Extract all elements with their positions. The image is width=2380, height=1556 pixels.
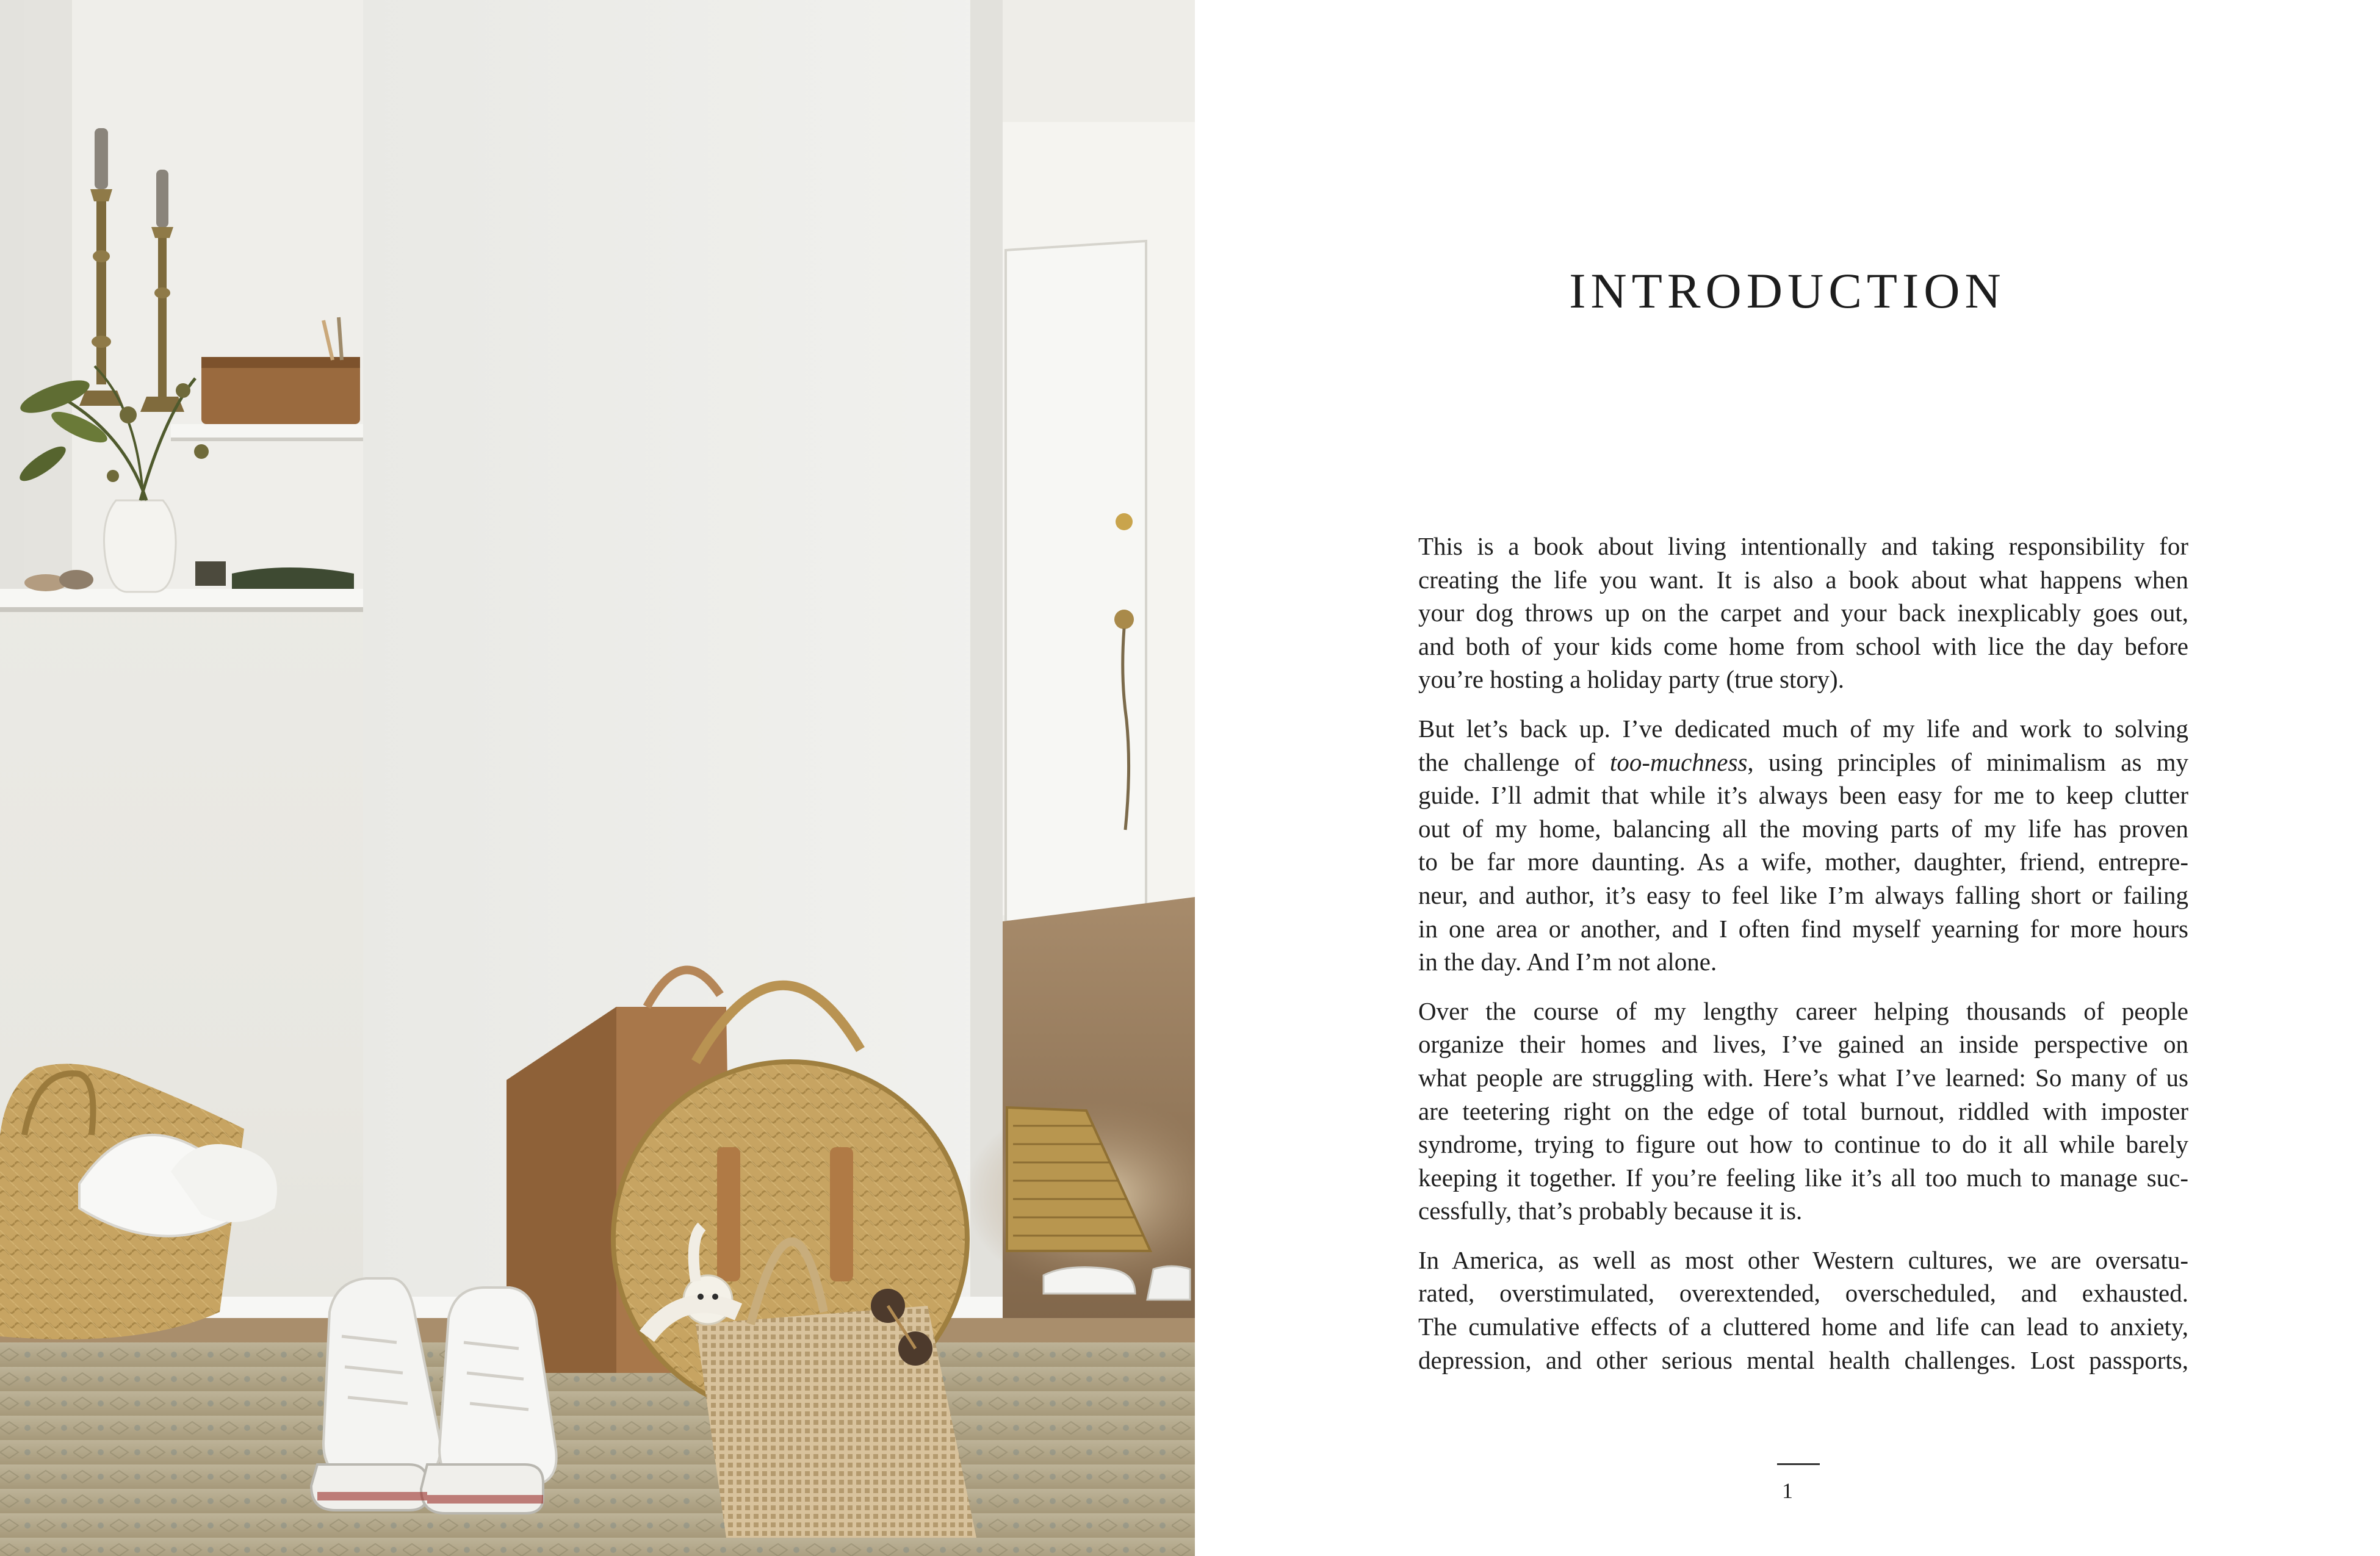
text-line: cessfully, that’s probably because it is. [1418, 1197, 1803, 1225]
text-line: your dog throws up on the carpet and your back inexplicably goes out, [1418, 599, 2188, 627]
distant-sneaker [1044, 1267, 1135, 1294]
page-number: 1 [1782, 1479, 1793, 1503]
body-text [1418, 530, 2188, 1392]
text-line: Over the course of my lengthy career helping thousands of people [1418, 996, 2188, 1025]
text-line: you’re hosting a holiday party (true story). [1418, 665, 1844, 694]
text-line: rated, overstimulated, overextended, overscheduled, and exhausted. [1418, 1279, 2188, 1308]
text-line: and both of your kids come home from school with lice the day before [1418, 632, 2188, 660]
niche-shelf [171, 424, 363, 438]
text-line: out of my home, balancing all the moving parts of my life has proven [1418, 814, 2188, 843]
text-line: depression, and other serious mental health challenges. Lost passports, [1418, 1345, 2188, 1374]
text-line: The cumulative effects of a cluttered home and life can lead to anxiety, [1418, 1313, 2188, 1341]
text-line: to be far more daunting. As a wife, mother, daughter, friend, entrepre- [1418, 848, 2188, 876]
paragraph [1418, 712, 2188, 979]
paragraph [1418, 530, 2188, 696]
text-line: But let’s back up. I’ve dedicated much of my life and work to solving [1418, 714, 2188, 743]
text-line: keeping it together. If you’re feeling like it’s all too much to manage suc- [1418, 1163, 2188, 1192]
emphasis: too-muchness [1609, 747, 1748, 776]
chapter-title: INTRODUCTION [1569, 263, 2006, 319]
patterned-rug [0, 1342, 1195, 1556]
text-line: This is a book about living intentionally and taking responsibility for [1418, 532, 2188, 560]
book-page [1195, 0, 2380, 1556]
paragraph [1418, 1244, 2188, 1377]
text-line: what people are struggling with. Here’s what I’ve learned: So many of us [1418, 1063, 2188, 1092]
folio-rule [1777, 1463, 1820, 1465]
text-line: guide. I’ll admit that while it’s always been easy for me to keep clutter [1418, 781, 2188, 810]
text-line: organize their homes and lives, I’ve gained an inside perspective on [1418, 1030, 2188, 1059]
niche-ledge [0, 589, 363, 607]
text-line: the challenge of too-muchness, using principles of minimalism as my [1418, 747, 2188, 776]
text-line: syndrome, trying to figure out how to continue to do it all while barely [1418, 1130, 2188, 1159]
text-line: in the day. And I’m not alone. [1418, 948, 1717, 976]
text-line: in one area or another, and I often find myself yearning for more hours [1418, 914, 2188, 943]
text-line: In America, as well as most other Western cultures, we are oversatu- [1418, 1245, 2188, 1274]
paragraph [1418, 995, 2188, 1228]
text-line: are teetering right on the edge of total burnout, riddled with imposter [1418, 1097, 2188, 1125]
door-knob [1116, 513, 1133, 530]
text-line: neur, and author, it’s easy to feel like I’m always falling short or failing [1418, 881, 2188, 909]
text-line: creating the life you want. It is also a book about what happens when [1418, 565, 2188, 594]
